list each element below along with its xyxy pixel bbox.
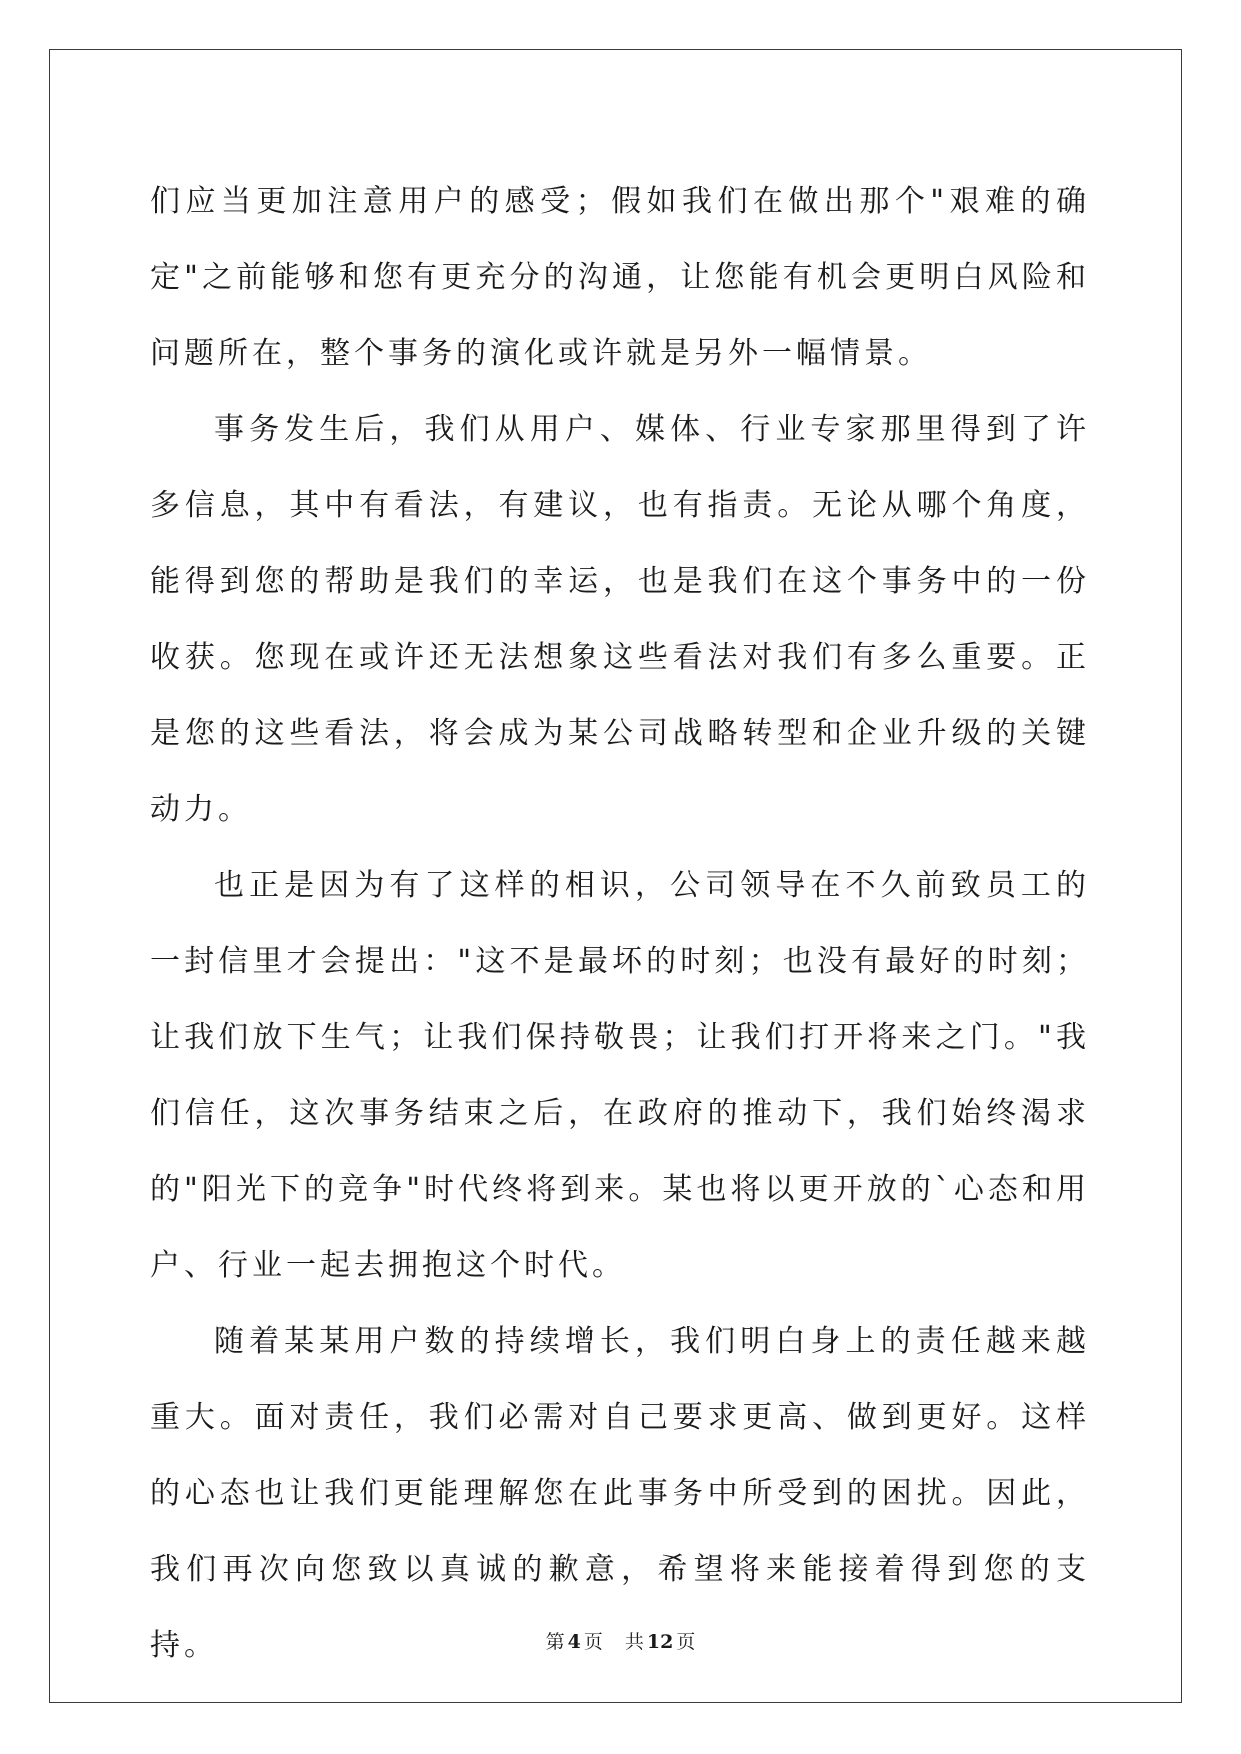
page-footer xyxy=(0,1627,1241,1654)
paragraph-3: 也正是因为有了这样的相识，公司领导在不久前致员工的一封信里才会提出："这不是最坏的时刻；也没有最好的时刻；让我们放下生气；让我们保持敬畏；让我们打开将来之门。"我们信任，这次事务结束之后，在政府的推动下，我们始终渴求的"阳光下的竞争"时代终将到来。某也将以更开放的`心态和用户、行业一起去拥抱这个时代。 xyxy=(150,868,1090,1283)
paragraph-1: 们应当更加注意用户的感受；假如我们在做出那个"艰难的确定"之前能够和您有更充分的沟通，让您能有机会更明白风险和问题所在，整个事务的演化或许就是另外一幅情景。 xyxy=(150,184,1090,371)
footer-page-suffix: 页 xyxy=(583,1631,603,1653)
document-body xyxy=(150,164,1090,1684)
footer-page-number: 4 xyxy=(567,1631,581,1653)
footer-total-suffix: 页 xyxy=(676,1631,696,1653)
footer-total-prefix: 共 xyxy=(624,1631,644,1653)
paragraph-4: 随着某某用户数的持续增长，我们明白身上的责任越来越重大。面对责任，我们必需对自己要求更高、做到更好。这样的心态也让我们更能理解您在此事务中所受到的困扰。因此，我们再次向您致以真诚的歉意，希望将来能接着得到您的支持。 xyxy=(150,1324,1090,1663)
footer-page-prefix: 第 xyxy=(545,1631,565,1653)
paragraph-2: 事务发生后，我们从用户、媒体、行业专家那里得到了许多信息，其中有看法，有建议，也有指责。无论从哪个角度，能得到您的帮助是我们的幸运，也是我们在这个事务中的一份收获。您现在或许还无法想象这些看法对我们有多么重要。正是您的这些看法，将会成为某公司战略转型和企业升级的关键动力。 xyxy=(150,412,1090,827)
footer-total-pages: 12 xyxy=(646,1631,674,1653)
